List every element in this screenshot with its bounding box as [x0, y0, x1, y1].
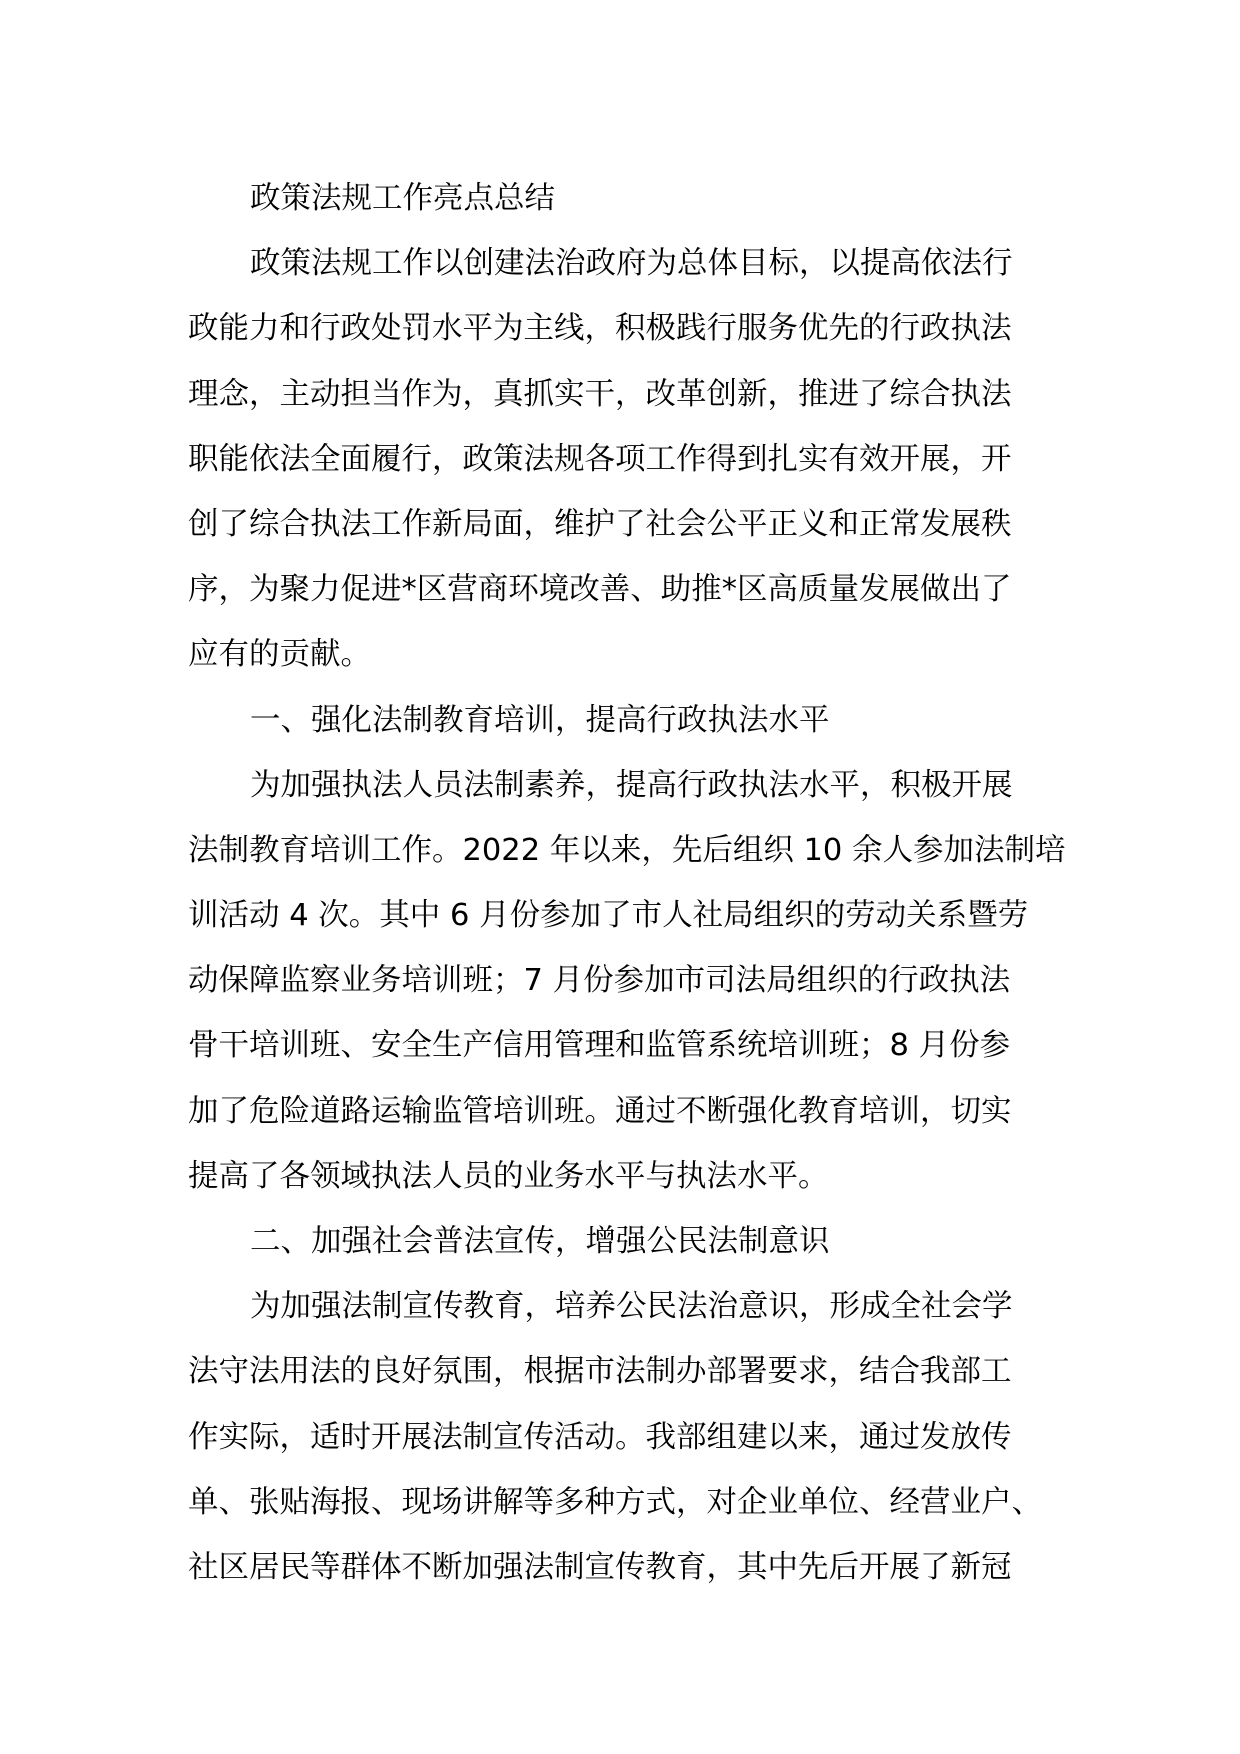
- paragraph-line: 政能力和行政处罚水平为主线，积极践行服务优先的行政执法: [188, 311, 1012, 347]
- paragraph-line: 创了综合执法工作新局面，维护了社会公平正义和正常发展秩: [188, 506, 1012, 542]
- document-title: 政策法规工作亮点总结: [250, 181, 555, 216]
- paragraph-line: 应有的贡献。: [188, 637, 371, 673]
- paragraph-line: 动保障监察业务培训班；7 月份参加市司法局组织的行政执法: [188, 963, 1011, 999]
- section-heading-1: 一、强化法制教育培训，提高行政执法水平: [250, 702, 830, 738]
- paragraph-line: 骨干培训班、安全生产信用管理和监管系统培训班；8 月份参: [188, 1028, 1011, 1064]
- paragraph-line: 法守法用法的良好氛围，根据市法制办部署要求，结合我部工: [188, 1354, 1012, 1390]
- paragraph-line: 加了危险道路运输监管培训班。通过不断强化教育培训，切实: [188, 1093, 1012, 1129]
- paragraph-line: 单、张贴海报、现场讲解等多种方式，对企业单位、经营业户、: [188, 1484, 1042, 1520]
- paragraph-line: 作实际，适时开展法制宣传活动。我部组建以来，通过发放传: [188, 1419, 1012, 1455]
- paragraph-line: 法制教育培训工作。2022 年以来，先后组织 10 余人参加法制培: [188, 832, 1066, 868]
- section-heading-2: 二、加强社会普法宣传，增强公民法制意识: [250, 1224, 830, 1259]
- paragraph-line: 为加强执法人员法制素养，提高行政执法水平，积极开展: [250, 767, 1013, 803]
- paragraph-line: 职能依法全面履行，政策法规各项工作得到扎实有效开展，开: [188, 441, 1012, 477]
- paragraph-line: 序，为聚力促进*区营商环境改善、助推*区高质量发展做出了: [188, 572, 1012, 608]
- paragraph-line: 提高了各领域执法人员的业务水平与执法水平。: [188, 1158, 829, 1194]
- paragraph-line: 政策法规工作以创建法治政府为总体目标，以提高依法行: [250, 246, 1013, 282]
- paragraph-line: 为加强法制宣传教育，培养公民法治意识，形成全社会学: [250, 1289, 1013, 1325]
- paragraph-line: 社区居民等群体不断加强法制宣传教育，其中先后开展了新冠: [188, 1549, 1012, 1585]
- document-body: [188, 166, 1066, 1600]
- paragraph-line: 训活动 4 次。其中 6 月份参加了市人社局组织的劳动关系暨劳: [188, 898, 1029, 934]
- paragraph-line: 理念，主动担当作为，真抓实干，改革创新，推进了综合执法: [188, 376, 1012, 412]
